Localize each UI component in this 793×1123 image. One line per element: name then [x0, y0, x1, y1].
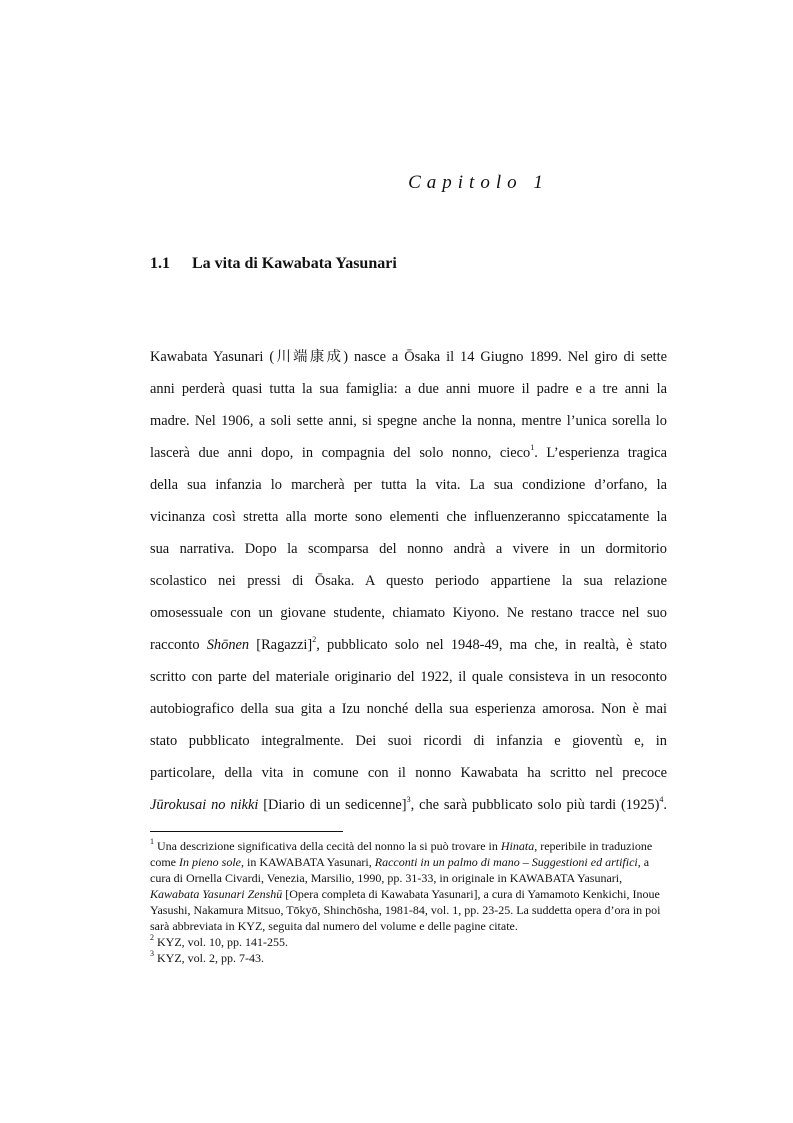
body-text: [Ragazzi]	[249, 637, 313, 653]
body-line	[150, 565, 667, 597]
footnote-separator	[150, 831, 343, 832]
body-line	[150, 725, 667, 757]
body-text: della sua infanzia lo marcherà per tutta la vita. La sua condizione d’orfano, la	[150, 477, 667, 493]
body-text: lascerà due anni dopo, in compagnia del solo nonno, cieco	[150, 445, 531, 461]
body-line	[150, 341, 667, 373]
footnote-italic: In pieno sole	[179, 855, 241, 869]
italic-title: Jūrokusai no nikki	[150, 797, 259, 813]
body-line	[150, 469, 667, 501]
body-text: . L’esperienza tragica	[534, 445, 667, 461]
body-text: .	[663, 797, 667, 813]
footnote-ref: 3	[406, 795, 411, 805]
body-text: , pubblicato solo nel 1948-49, ma che, in realtà, è stato	[316, 637, 667, 653]
footnote	[150, 838, 670, 934]
body-line	[150, 533, 667, 565]
footnote-text: , reperibile in traduzione come	[150, 839, 653, 869]
body-line	[150, 501, 667, 533]
footnote-text: , a cura di Ornella Civardi, Venezia, Marsilio, 1990, pp. 31-33, in originale in KAWABATA Yasunari,	[150, 855, 650, 885]
body-line	[150, 405, 667, 437]
body-line	[150, 629, 667, 661]
footnotes	[150, 838, 670, 966]
footnote-ref: 1	[530, 443, 535, 453]
footnote-ref: 4	[659, 795, 664, 805]
body-line	[150, 789, 667, 821]
body-line	[150, 661, 667, 693]
section-number: 1.1	[150, 255, 170, 272]
body-text: scritto con parte del materiale originario del 1922, il quale consisteva in un resoconto	[150, 669, 667, 685]
footnote	[150, 934, 670, 950]
body-line	[150, 437, 667, 469]
section-heading	[150, 255, 397, 273]
body-text: madre. Nel 1906, a soli sette anni, si spegne anche la nonna, mentre l’unica sorella lo	[150, 413, 667, 429]
footnote-text: , in KAWABATA Yasunari,	[241, 855, 375, 869]
footnote-text: KYZ, vol. 2, pp. 7-43.	[154, 951, 264, 965]
body-text: anni perderà quasi tutta la sua famiglia: a due anni muore il padre e a tre anni la	[150, 381, 667, 397]
body-text: autobiografico della sua gita a Izu nonché della sua esperienza amorosa. Non è mai	[150, 701, 667, 717]
body-text: vicinanza così stretta alla morte sono elementi che influenzeranno spiccatamente la	[150, 509, 667, 525]
body-text: stato pubblicato integralmente. Dei suoi ricordi di infanzia e gioventù e, in	[150, 733, 667, 749]
body-line	[150, 757, 667, 789]
footnote-number: 3	[150, 949, 154, 958]
body-line	[150, 693, 667, 725]
footnote-text: Una descrizione significativa della cecità del nonno la si può trovare in	[154, 839, 501, 853]
body-text: particolare, della vita in comune con il nonno Kawabata ha scritto nel precoce	[150, 765, 667, 781]
body-text: omosessuale con un giovane studente, chiamato Kiyono. Ne restano tracce nel suo	[150, 605, 667, 621]
body-paragraph	[150, 341, 667, 821]
body-text: Kawabata Yasunari (川端康成) nasce a Ōsaka il 14 Giugno 1899. Nel giro di sette	[150, 349, 667, 365]
footnote-ref: 2	[312, 635, 317, 645]
body-text: racconto	[150, 637, 207, 653]
body-line	[150, 373, 667, 405]
body-text: [Diario di un sedicenne]	[258, 797, 407, 813]
italic-title: Shōnen	[206, 637, 250, 653]
body-text: sua narrativa. Dopo la scomparsa del nonno andrà a vivere in un dormitorio	[150, 541, 667, 557]
footnote-text: [Opera completa di Kawabata Yasunari], a cura di Yamamoto Kenkichi, Inoue Yasushi, Nakamura Mitsuo, Tōkyō, Shinchōsha, 1981-84, vol. 1, pp. 23-25. La suddetta opera d’ora in poi sarà abbreviata in KYZ, seguita dal numero del volume e delle pagine citate.	[150, 887, 661, 933]
body-text: , che sarà pubblicato solo più tardi (1925)	[410, 797, 660, 813]
footnote-italic: Hinata	[500, 839, 535, 853]
chapter-heading: Capitolo 1	[408, 172, 549, 193]
footnote-text: KYZ, vol. 10, pp. 141-255.	[154, 935, 288, 949]
footnote-number: 2	[150, 933, 154, 942]
footnote	[150, 950, 670, 966]
body-line	[150, 597, 667, 629]
footnote-italic: Racconti in un palmo di mano – Suggestioni ed artifici	[374, 855, 638, 869]
footnote-italic: Kawabata Yasunari Zenshū	[150, 887, 283, 901]
section-title: La vita di Kawabata Yasunari	[192, 255, 397, 272]
body-text: scolastico nei pressi di Ōsaka. A questo periodo appartiene la sua relazione	[150, 573, 667, 589]
footnote-number: 1	[150, 837, 154, 846]
